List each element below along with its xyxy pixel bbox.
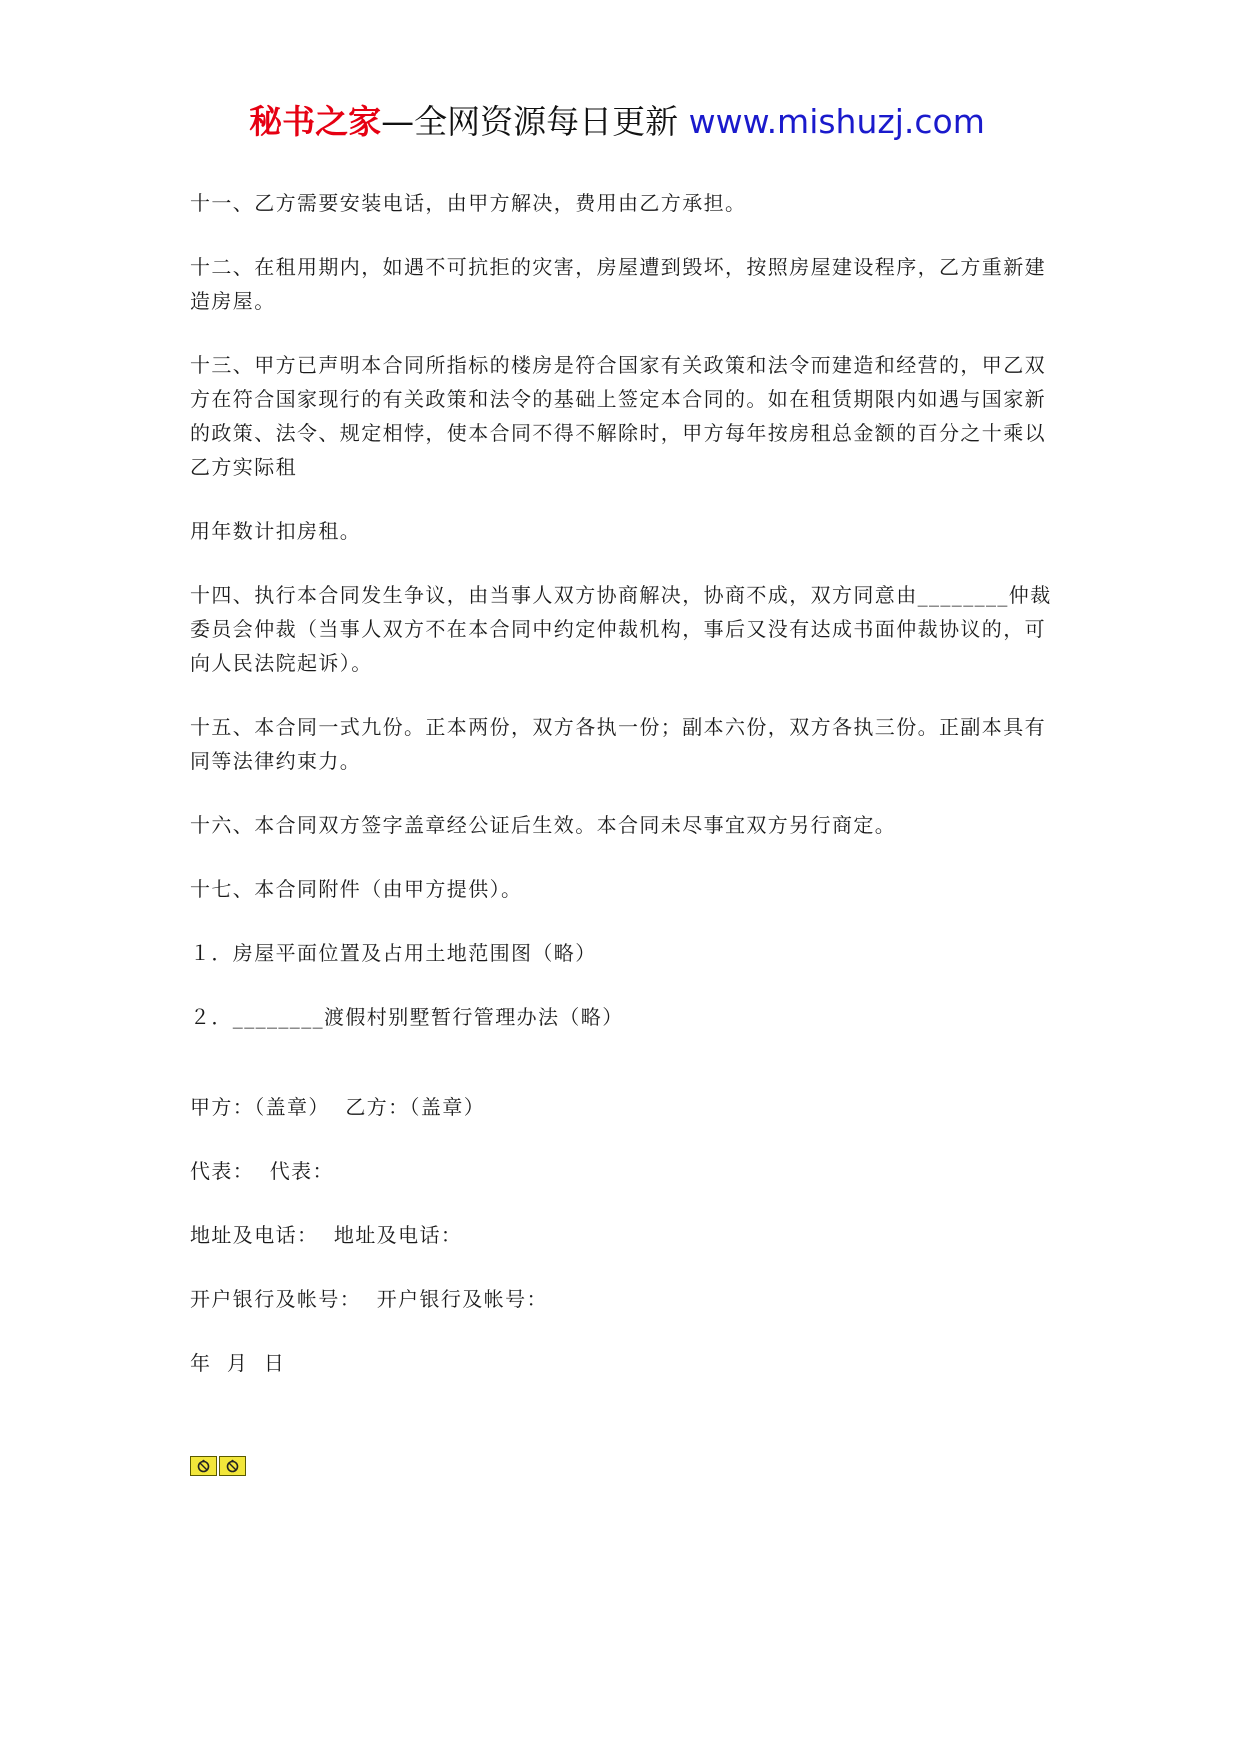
document-body [190,186,1058,1410]
clause-11: 十一、乙方需要安装电话，由甲方解决，费用由乙方承担。 [190,191,747,215]
clause-15: 十五、本合同一式九份。正本两份，双方各执一份；副本六份，双方各执三份。正副本具有同等法律约束力。 [190,715,1046,773]
clause-14: 十四、执行本合同发生争议，由当事人双方协商解决，协商不成，双方同意由________仲裁委员会仲裁（当事人双方不在本合同中约定仲裁机构，事后又没有达成书面仲裁协议的，可向人民法院起诉）。 [190,583,1052,675]
signature-representatives: 代表： 代表： [190,1159,334,1183]
site-tagline: —全网资源每日更新 [381,102,689,141]
clause-12: 十二、在租用期内，如遇不可抗拒的灾害，房屋遭到毁坏，按照房屋建设程序，乙方重新建造房屋。 [190,255,1046,313]
signature-seals: 甲方：（盖章） 乙方：（盖章） [190,1095,486,1119]
clause-17: 十七、本合同附件（由甲方提供）。 [190,877,523,901]
site-url-link[interactable]: www.mishuzj.com [688,102,985,141]
appendix-item-2: ２．________渡假村别墅暂行管理办法（略） [190,1005,624,1029]
signature-bank-account: 开户银行及帐号： 开户银行及帐号： [190,1287,548,1311]
ornament-glyph-icon [194,1459,213,1474]
ornament-icon [219,1456,246,1476]
clause-13-continued: 用年数计扣房租。 [190,519,362,543]
ornament-glyph-icon [223,1459,242,1474]
clause-16: 十六、本合同双方签字盖章经公证后生效。本合同未尽事宜双方另行商定。 [190,813,897,837]
clause-13: 十三、甲方已声明本合同所指标的楼房是符合国家有关政策和法令而建造和经营的，甲乙双方在符合国家现行的有关政策和法令的基础上签定本合同的。如在租赁期限内如遇与国家新的政策、法令、规定相悖，使本合同不得不解除时，甲方每年按房租总金额的百分之十乘以乙方实际租 [190,353,1046,479]
signature-date: 年 月 日 [190,1351,286,1375]
ornament-icons [190,1456,246,1476]
appendix-item-1: １．房屋平面位置及占用土地范围图（略） [190,941,597,965]
site-brand: 秘书之家 [249,102,382,141]
ornament-icon [190,1456,217,1476]
signature-address-phone: 地址及电话： 地址及电话： [190,1223,463,1247]
site-header [0,100,1234,144]
